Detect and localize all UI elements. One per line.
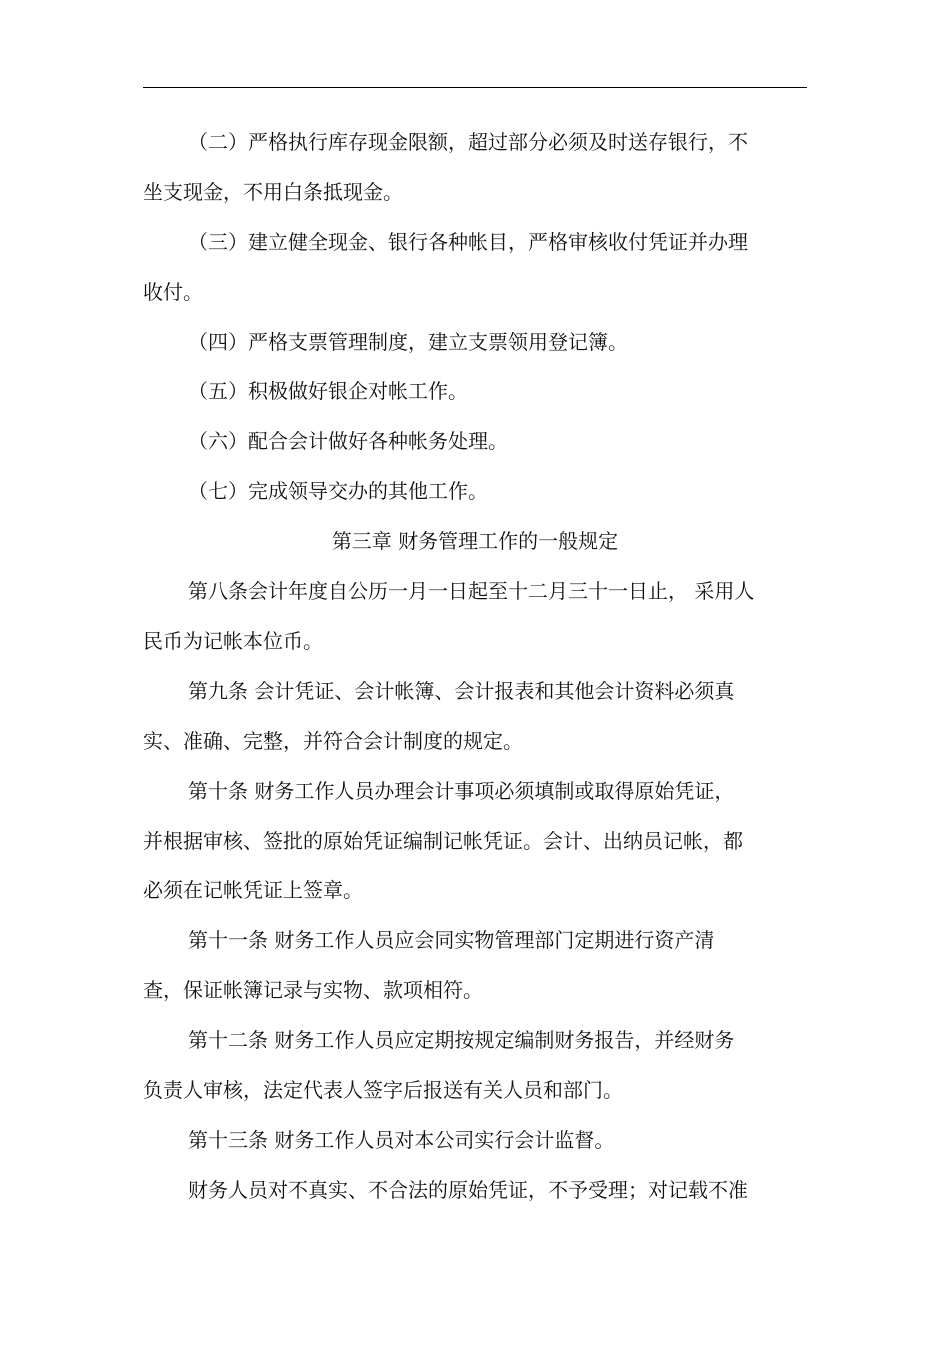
paragraph-line: （五）积极做好银企对帐工作。 bbox=[188, 379, 468, 403]
header-rule bbox=[143, 87, 807, 88]
paragraph-line: 必须在记帐凭证上签章。 bbox=[143, 878, 363, 902]
paragraph-line: （七）完成领导交办的其他工作。 bbox=[188, 479, 488, 503]
paragraph-line: 收付。 bbox=[143, 280, 203, 304]
paragraph-line: 坐支现金，不用白条抵现金。 bbox=[143, 180, 403, 204]
paragraph-line: 第十条 财务工作人员办理会计事项必须填制或取得原始凭证， bbox=[188, 779, 735, 803]
paragraph-line: 查，保证帐簿记录与实物、款项相符。 bbox=[143, 978, 483, 1002]
paragraph-line: 第八条会计年度自公历一月一日起至十二月三十一日止， 采用人 bbox=[188, 579, 755, 603]
paragraph-line: 第十二条 财务工作人员应定期按规定编制财务报告，并经财务 bbox=[188, 1028, 735, 1052]
paragraph-line: （四）严格支票管理制度，建立支票领用登记簿。 bbox=[188, 330, 628, 354]
paragraph-line: 第十三条 财务工作人员对本公司实行会计监督。 bbox=[188, 1128, 615, 1152]
paragraph-line: 财务人员对不真实、不合法的原始凭证，不予受理；对记载不准 bbox=[188, 1178, 748, 1202]
paragraph-line: （三）建立健全现金、银行各种帐目，严格审核收付凭证并办理 bbox=[188, 230, 748, 254]
paragraph-line: 实、准确、完整，并符合会计制度的规定。 bbox=[143, 729, 523, 753]
paragraph-line: 并根据审核、签批的原始凭证编制记帐凭证。会计、出纳员记帐，都 bbox=[143, 829, 743, 853]
paragraph-line: （二）严格执行库存现金限额，超过部分必须及时送存银行，不 bbox=[188, 130, 748, 154]
paragraph-line: 负责人审核，法定代表人签字后报送有关人员和部门。 bbox=[143, 1078, 623, 1102]
paragraph-line: （六）配合会计做好各种帐务处理。 bbox=[188, 429, 508, 453]
paragraph-line: 第十一条 财务工作人员应会同实物管理部门定期进行资产清 bbox=[188, 928, 715, 952]
paragraph-line: 第九条 会计凭证、会计帐簿、会计报表和其他会计资料必须真 bbox=[188, 679, 735, 703]
chapter-heading: 第三章 财务管理工作的一般规定 bbox=[331, 529, 619, 553]
paragraph-line: 民币为记帐本位币。 bbox=[143, 629, 323, 653]
